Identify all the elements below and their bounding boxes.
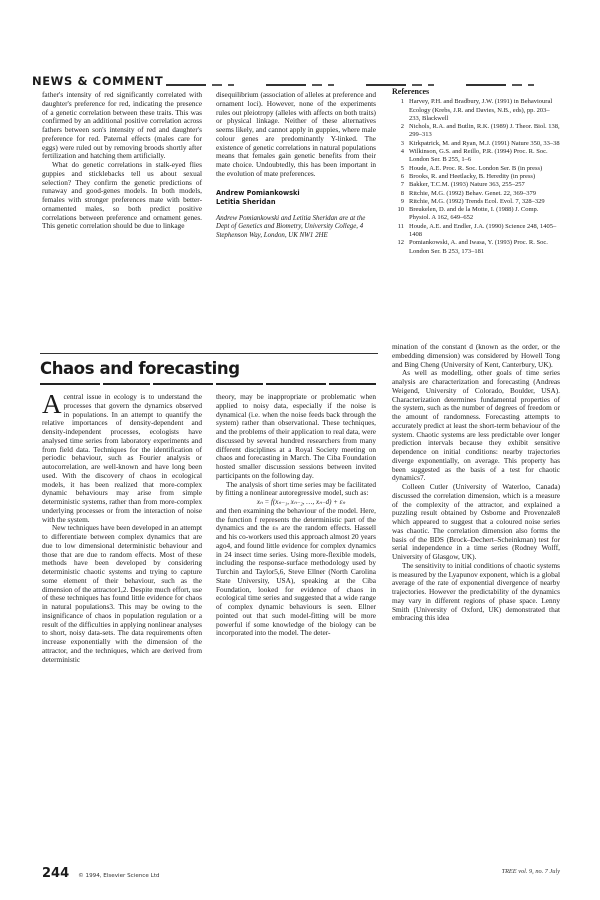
reference-text: Houde, A.E. and Endler, J.A. (1990) Science 248, 1405–1408	[409, 222, 557, 239]
reference-text: Houde, A.E. Proc. R. Soc. London Ser. B (in press)	[409, 164, 543, 172]
reference-item	[392, 190, 560, 198]
body-paragraph: and then examining the behaviour of the model. Here, the function f represents the deterministic part of the dynamics and the εₙ are the random effects. Hassell and his co-workers used this approach almost 20 years ago4, and found little evidence for complex dynamics in 24 insect time series. Using more-flexible models, including the response-surface methodology used by Turchin and Taylor5,6, Steve Ellner (North Carolina State University, USA), speaking at the Ciba Foundation, looked for evidence of chaos in ecological time series and suggested that a wide range of complex dynamic behaviours is seen. Ellner pointed out that such model-fitting will be more powerful if some knowledge of the biology can be incorporated into the model. The deter-	[216, 505, 376, 638]
reference-number: 11	[397, 222, 404, 230]
section-title: NEWS & COMMENT	[32, 74, 164, 88]
reference-number: 7	[400, 181, 404, 189]
reference-item	[392, 165, 560, 173]
article-column-2	[216, 393, 376, 638]
reference-number: 5	[400, 164, 404, 172]
author-name: Andrew Pomiankowski	[216, 188, 300, 197]
section-header	[32, 73, 552, 87]
reference-text: Nichols, R.A. and Butlin, R.K. (1989) J. Theor. Biol. 138, 299–313	[409, 123, 560, 139]
header-rule	[166, 84, 552, 86]
references-heading: References	[392, 87, 430, 96]
body-paragraph: The sensitivity to initial conditions of chaotic systems is measured by the Lyapunov exponent, which is a global average of the rate of exponential divergence of nearby trajectories. However the predictability of the dynamics may vary in different regions of phase space. Lenny Smith (University of Oxford, UK) demonstrated that embracing this idea	[392, 560, 560, 623]
reference-number: 1	[400, 98, 404, 106]
reference-item	[392, 239, 560, 256]
article-column-3	[392, 343, 560, 623]
prev-article-column-1	[42, 91, 202, 231]
prev-article-column-2	[216, 91, 376, 240]
body-paragraph: Colleen Cutler (University of Waterloo, Canada) discussed the correlation dimension, which is a measure of the complexity of the attractor, and explained a puzzling result obtained by Osborne and Provenzale8 which appeared to suggest that a coloured noise series was chaotic. The correlation dimension also forms the basis of the BDS (Brock–Dechert–Scheinkman) test for serial independence in a time series (Rodney Wolff, University of Glasgow, UK).	[392, 482, 560, 561]
paragraph-text: central issue in ecology is to understand the processes that govern the dynamics observed in populations. In an attempt to quantify the relative importances of density-dependent and density-independent processes, ecologists have analysed time series from laboratory experiments and from field data. Techniques for the identification of periodic behaviour, such as Fourier analysis or autocorrelation, are well-known and have long been used. With the discovery of chaos in ecological models, it has been realized that more-complex dynamic behaviours may arise from simple deterministic systems, rather than from more-complex underlying processes or from the interaction of noise with the system.	[42, 392, 202, 524]
body-paragraph: disequilibrium (association of alleles at preference and ornament loci). However, none of the experiments rules out pleiotropy (alleles with affects on both traits) or physical linkage. Neither of these alternatives seems likely, and cannot apply in guppies, where male colour genes are predominantly Y-linked. The existence of genetic correlations in natural populations means that females gain genetic benefits from their mate choice. Undoubtedly, this has been important in the evolution of mate preferences.	[216, 90, 376, 178]
reference-item	[392, 148, 560, 165]
reference-number: 3	[400, 139, 404, 147]
reference-item	[392, 98, 560, 123]
reference-text: Wilkinson, G.S. and Reillo, P.R. (1994) Proc. R. Soc. London Ser. B 255, 1–6	[409, 148, 548, 164]
body-paragraph: theory, may be inappropriate or problematic when applied to noisy data, especially if the noise is dynamical (i.e. when the noise feeds back through the system) rather than observational. These techniques, and the problems of their application to real data, were discussed by several hundred researchers from many different disciplines at a Royal Society meeting on chaos and forecasting in March. The Ciba Foundation hosted smaller discussion sessions between invited participants on the following day.	[216, 392, 376, 480]
copyright-notice: © 1994, Elsevier Science Ltd	[78, 873, 160, 879]
reference-number: 8	[400, 189, 404, 197]
reference-text: Pomiankowski, A. and Iwasa, Y. (1993) Proc. R. Soc. London Ser. B 253, 173–181	[409, 239, 548, 255]
reference-text: Breukelen, D. and de la Motte, I. (1988) J. Comp. Physiol. A 162, 649–652	[409, 206, 539, 222]
reference-text: Ritchie, M.G. (1992) Behav. Genet. 22, 369–379	[409, 189, 537, 197]
author-name: Letitia Sheridan	[216, 197, 276, 206]
article-title: Chaos and forecasting	[40, 359, 240, 378]
body-paragraph: As well as modelling, other goals of time series analysis are characterization and forecasting (Andreas Weigend, University of Colorado, Boulder, USA). Characterization determines fundamental properties of the system, such as the number of degrees of freedom or the amount of randomness. Forecasting attempts to accurately predict at least the short-term behaviour of the system. Chaotic systems are less predictable over longer prediction intervals because they exhibit sensitive dependence on initial conditions: nearby trajectories diverge exponentially, on average. This property has been suggested as the basis of a test for chaotic dynamics7.	[392, 368, 560, 483]
reference-text: Ritchie, M.G. (1992) Trends Ecol. Evol. 7, 328–329	[409, 197, 545, 205]
reference-item	[392, 198, 560, 206]
reference-item	[392, 173, 560, 181]
reference-text: Bakker, T.C.M. (1993) Nature 363, 255–257	[409, 181, 525, 189]
reference-number: 6	[400, 172, 404, 180]
reference-item	[392, 140, 560, 148]
body-paragraph: New techniques have been developed in an attempt to differentiate between complex dynamics that are due to low dimensional deterministic behaviour and those that are due to random effects. Most of these methods have been developed by considering deterministic chaotic systems and trying to capture some element of their behaviour, such as the dimension of the attractor1,2. Despite much effort, use of these techniques has found little evidence for chaos in natural populations3. This may be owing to the insignificance of chaos in population regulation or a result of the difficulties in applying nonlinear analyses to short, noisy data-sets. The data requirements often increase exponentially with the dimension of the attractor, and the techniques, which are derived from deterministic	[42, 523, 202, 664]
reference-text: Harvey, P.H. and Bradbury, J.W. (1991) in Behavioural Ecology (Krebs, J.R. and Davies, N.B., eds), pp. 203–233, Blackwell	[409, 98, 553, 122]
reference-number: 2	[400, 123, 404, 131]
reference-number: 9	[400, 197, 404, 205]
body-paragraph: What do genetic correlations in stalk-eyed flies guppies and sticklebacks tell us about sexual selection? They confirm the genetic predictions of runaway and good-genes models. In both models, females with stronger preferences mate with better-ornamented males, so both predict positive correlations between preference and ornament genes. This genetic correlation should be due to linkage	[42, 160, 202, 231]
body-paragraph	[42, 389, 202, 524]
body-paragraph: mination of the constant d (known as the order, or the embedding dimension) was considered by Howell Tong and Bing Cheng (University of Kent, Canterbury, UK).	[392, 342, 560, 369]
journal-citation: TREE vol. 9, no. 7 July	[501, 868, 560, 875]
reference-number: 10	[397, 206, 404, 214]
reference-item	[392, 181, 560, 189]
article-title-rule	[40, 383, 378, 385]
references-list	[392, 98, 560, 256]
page-footer	[42, 866, 159, 881]
article-top-rule	[40, 353, 378, 354]
references-column	[392, 88, 560, 256]
reference-item	[392, 123, 560, 140]
article-column-1	[42, 389, 202, 664]
reference-item	[392, 206, 560, 223]
reference-text: Kirkpatrick, M. and Ryan, M.J. (1991) Nature 350, 33–38	[409, 139, 560, 147]
body-paragraph: father's intensity of red significantly correlated with daughter's preference for red, indicating the presence of a genetic correlation between these traits. This was confirmed by an additional positive correlation across fathers between son's intensity of red and daughter's preference for red. Paternal effects (males care for eggs) were ruled out by removing broods shortly after fertilization and hatching them artificially.	[42, 90, 202, 161]
reference-number: 12	[397, 239, 404, 247]
reference-number: 4	[400, 148, 404, 156]
drop-cap: A	[42, 389, 62, 419]
page-number: 244	[42, 866, 70, 881]
reference-text: Brooks, R. and Heetlacky, B. Heredity (in press)	[409, 172, 536, 180]
body-paragraph: The analysis of short time series may be facilitated by fitting a nonlinear autoregressive model, such as:	[216, 479, 376, 498]
author-block	[216, 189, 376, 207]
equation: xₙ = f(xₙ₋₁, xₙ₋₂, …, xₙ₋d) + εₙ	[256, 498, 346, 506]
author-affiliation: Andrew Pomiankowski and Letitia Sheridan are at the Dept of Genetics and Biometry, University College, 4 Stephenson Way, London, UK NW1 2HE	[216, 214, 366, 239]
reference-item	[392, 223, 560, 240]
